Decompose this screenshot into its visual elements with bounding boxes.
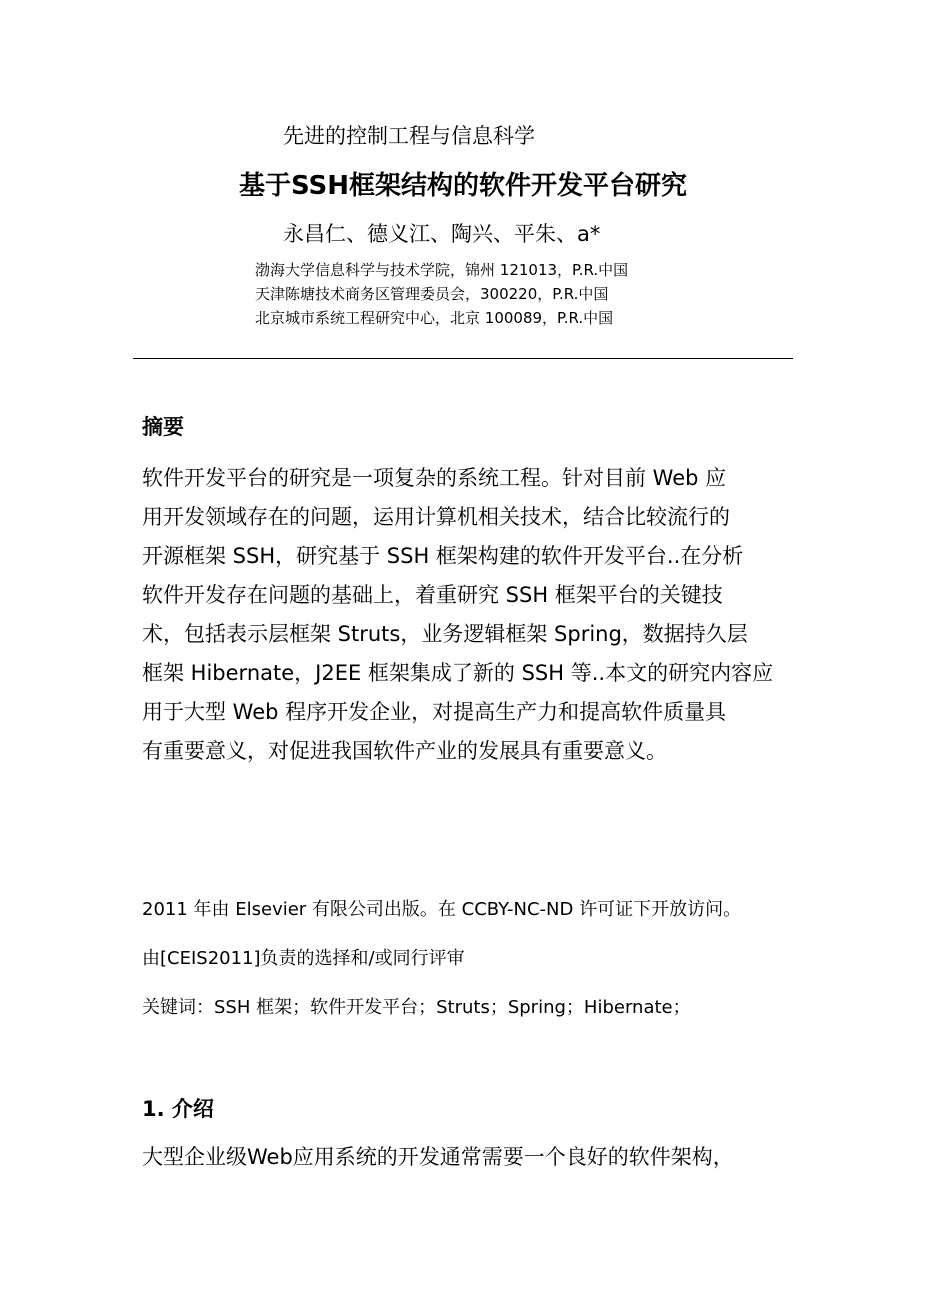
abstract-line: 框架 Hibernate，J2EE 框架集成了新的 SSH 等..本文的研究内容应	[142, 661, 774, 685]
abstract-line: 软件开发平台的研究是一项复杂的系统工程。针对目前 Web 应	[142, 466, 727, 490]
paper-title: 基于SSH框架结构的软件开发平台研究	[238, 171, 688, 201]
affiliation-line: 渤海大学信息科学与技术学院，锦州 121013，P.R.中国	[255, 261, 629, 279]
abstract-line: 有重要意义，对促进我国软件产业的发展具有重要意义。	[142, 739, 667, 763]
abstract-line: 开源框架 SSH，研究基于 SSH 框架构建的软件开发平台..在分析	[142, 544, 744, 568]
abstract-line: 软件开发存在问题的基础上，着重研究 SSH 框架平台的关键技	[142, 583, 723, 607]
intro-first-line: 大型企业级Web应用系统的开发通常需要一个良好的软件架构，	[142, 1145, 734, 1169]
publication-note: 2011 年由 Elsevier 有限公司出版。在 CCBY-NC-ND 许可证下开放访问。	[142, 899, 742, 920]
affiliation-line: 天津陈塘技术商务区管理委员会，300220，P.R.中国	[255, 285, 609, 303]
review-note: 由[CEIS2011]负责的选择和/或同行评审	[142, 948, 465, 969]
abstract-line: 用开发领域存在的问题，运用计算机相关技术，结合比较流行的	[142, 505, 730, 529]
intro-heading: 1. 介绍	[142, 1097, 214, 1121]
header-divider	[133, 358, 793, 359]
abstract-body	[142, 459, 787, 771]
abstract-line: 用于大型 Web 程序开发企业，对提高生产力和提高软件质量具	[142, 700, 727, 724]
abstract-line: 术，包括表示层框架 Struts，业务逻辑框架 Spring，数据持久层	[142, 622, 748, 646]
keywords-line: 关键词：SSH 框架；软件开发平台；Struts；Spring；Hibernate；	[142, 997, 691, 1018]
publication-meta	[142, 897, 741, 1044]
abstract-heading: 摘要	[142, 415, 184, 439]
journal-name: 先进的控制工程与信息科学	[283, 124, 535, 148]
author-list: 永昌仁、德义江、陶兴、平朱、a*	[283, 222, 601, 246]
affiliation-line: 北京城市系统工程研究中心，北京 100089，P.R.中国	[255, 309, 614, 327]
affiliation-list	[255, 258, 628, 330]
